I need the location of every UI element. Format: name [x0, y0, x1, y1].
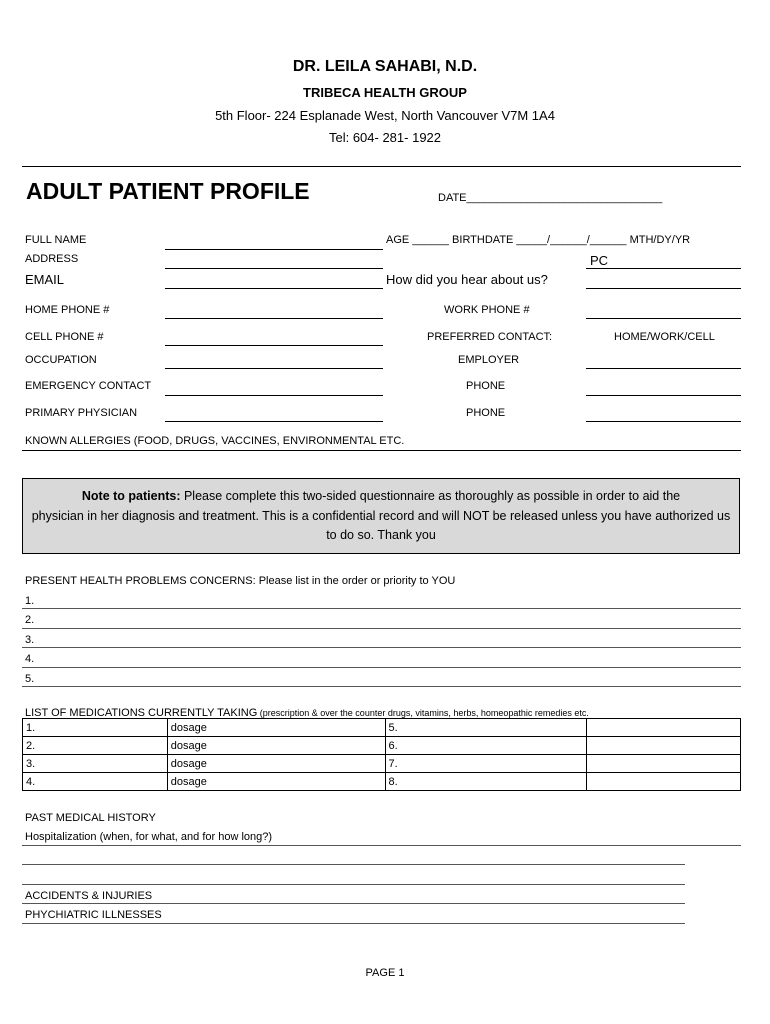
primary-physician-field[interactable]: [165, 421, 383, 422]
psychiatric-line[interactable]: [22, 923, 685, 924]
med-number-cell[interactable]: 3.: [23, 755, 168, 773]
hear-about-label: How did you hear about us?: [386, 272, 548, 287]
full-name-field[interactable]: [165, 249, 383, 250]
table-row: [23, 773, 741, 791]
med-dosage-cell[interactable]: [587, 719, 741, 737]
emergency-contact-field[interactable]: [165, 395, 383, 396]
med-number-cell[interactable]: 5.: [385, 719, 587, 737]
accidents-label: ACCIDENTS & INJURIES: [25, 890, 153, 902]
med-number-cell[interactable]: 4.: [23, 773, 168, 791]
physician-phone-label: PHONE: [466, 407, 506, 419]
health-item-3: 3.: [25, 634, 35, 646]
medications-table: [22, 718, 741, 791]
cell-phone-field[interactable]: [165, 345, 383, 346]
med-number-cell[interactable]: 2.: [23, 737, 168, 755]
allergies-field[interactable]: [22, 450, 741, 451]
preferred-contact-label: PREFERRED CONTACT:: [427, 331, 553, 343]
med-dosage-cell[interactable]: [587, 737, 741, 755]
health-line-2[interactable]: [22, 628, 741, 629]
med-dosage-cell[interactable]: dosage: [167, 755, 385, 773]
full-name-label: FULL NAME: [25, 234, 87, 246]
health-line-5[interactable]: [22, 686, 741, 687]
med-dosage-cell[interactable]: dosage: [167, 737, 385, 755]
occupation-field[interactable]: [165, 368, 383, 369]
occupation-label: OCCUPATION: [25, 354, 97, 366]
work-phone-label: WORK PHONE #: [444, 304, 530, 316]
med-number-cell[interactable]: 1.: [23, 719, 168, 737]
past-history-heading: PAST MEDICAL HISTORY: [25, 812, 156, 824]
med-number-cell[interactable]: 7.: [385, 755, 587, 773]
primary-physician-label: PRIMARY PHYSICIAN: [25, 407, 138, 419]
health-line-1[interactable]: [22, 608, 741, 609]
employer-label: EMPLOYER: [458, 354, 520, 366]
work-phone-field[interactable]: [586, 318, 741, 319]
health-item-2: 2.: [25, 614, 35, 626]
emergency-phone-label: PHONE: [466, 380, 506, 392]
cell-phone-label: CELL PHONE #: [25, 331, 104, 343]
hospitalization-line-1[interactable]: [22, 845, 741, 846]
group-name: TRIBECA HEALTH GROUP: [303, 85, 467, 100]
preferred-contact-options[interactable]: HOME/WORK/CELL: [614, 331, 715, 343]
note-line-1: Please complete this two-sided questionnaire as thoroughly as possible in order to aid the: [180, 489, 681, 503]
psychiatric-label: PHYCHIATRIC ILLNESSES: [25, 909, 162, 921]
med-dosage-cell[interactable]: dosage: [167, 719, 385, 737]
emergency-phone-field[interactable]: [586, 395, 741, 396]
physician-phone-field[interactable]: [586, 421, 741, 422]
header-divider: [22, 166, 741, 167]
allergies-label: KNOWN ALLERGIES (FOOD, DRUGS, VACCINES, ENVIRONMENTAL ETC.: [25, 435, 405, 447]
table-row: [23, 755, 741, 773]
employer-field[interactable]: [586, 368, 741, 369]
accidents-line[interactable]: [22, 903, 685, 904]
page-number: PAGE 1: [365, 967, 405, 979]
note-bold-label: Note to patients:: [81, 489, 181, 503]
clinic-phone: Tel: 604- 281- 1922: [328, 130, 442, 145]
health-problems-heading: PRESENT HEALTH PROBLEMS CONCERNS: Please list in the order or priority to YOU: [25, 575, 456, 587]
health-line-4[interactable]: [22, 667, 741, 668]
medications-heading-main: LIST OF MEDICATIONS CURRENTLY TAKING: [25, 707, 258, 719]
pc-field[interactable]: [586, 268, 741, 269]
address-field[interactable]: [165, 268, 383, 269]
date-field[interactable]: DATE________________________________: [438, 192, 663, 204]
hear-about-field[interactable]: [586, 288, 741, 289]
note-line-2: physician in her diagnosis and treatment. This is a confidential record and will NOT be released unless you have authorized us: [31, 508, 731, 523]
email-field[interactable]: [165, 288, 383, 289]
health-item-1: 1.: [25, 595, 35, 607]
med-number-cell[interactable]: 6.: [385, 737, 587, 755]
health-line-3[interactable]: [22, 647, 741, 648]
patient-note-box: [22, 478, 740, 554]
form-title: ADULT PATIENT PROFILE: [26, 178, 310, 204]
health-item-4: 4.: [25, 653, 35, 665]
hospitalization-label: Hospitalization (when, for what, and for how long?): [25, 831, 273, 843]
table-row: [23, 737, 741, 755]
hospitalization-line-2[interactable]: [22, 864, 685, 865]
table-row: [23, 719, 741, 737]
home-phone-label: HOME PHONE #: [25, 304, 110, 316]
clinic-address: 5th Floor- 224 Esplanade West, North Vancouver V7M 1A4: [215, 108, 555, 123]
email-label: EMAIL: [25, 272, 65, 287]
address-label: ADDRESS: [25, 253, 79, 265]
doctor-name: DR. LEILA SAHABI, N.D.: [292, 58, 478, 75]
med-number-cell[interactable]: 8.: [385, 773, 587, 791]
note-line-3: to do so. Thank you: [326, 528, 436, 542]
health-item-5: 5.: [25, 673, 35, 685]
pc-label: PC: [590, 253, 609, 268]
age-birthdate-field[interactable]: AGE ______ BIRTHDATE _____/______/______ MTH/DY/YR: [386, 234, 691, 246]
med-dosage-cell[interactable]: [587, 773, 741, 791]
med-dosage-cell[interactable]: [587, 755, 741, 773]
med-dosage-cell[interactable]: dosage: [167, 773, 385, 791]
emergency-contact-label: EMERGENCY CONTACT: [25, 380, 152, 392]
medications-heading-detail: (prescription & over the counter drugs, vitamins, herbs, homeopathic remedies etc.: [257, 708, 589, 718]
hospitalization-line-3[interactable]: [22, 884, 685, 885]
home-phone-field[interactable]: [165, 318, 383, 319]
